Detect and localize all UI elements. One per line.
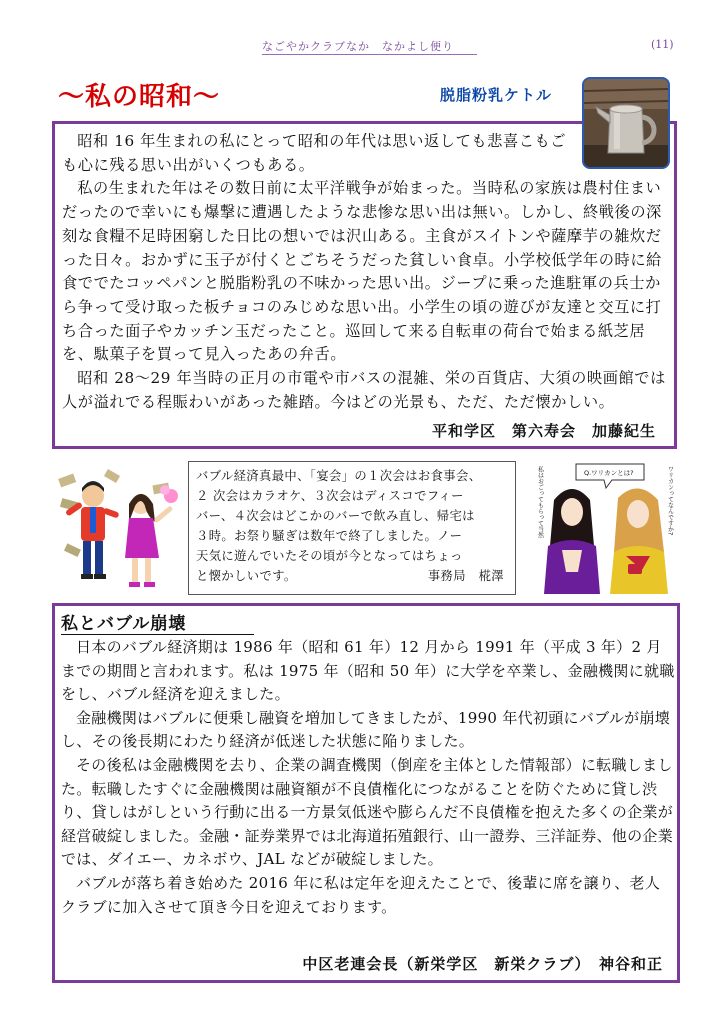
bubble-note-line: バブル経済真最中、「宴会」の１次会はお食事会、 bbox=[196, 469, 482, 483]
kettle-photo bbox=[582, 77, 670, 169]
bubble-note-box bbox=[188, 461, 516, 595]
essay-paragraph: その後私は金融機関を去り、企業の調査機関（倒産を主体とした情報部）に転職しました。転職したすぐに金融機関は融資額が不良債権化につながることを防ぐために貸し渋り、貸しはがしという行動に出る一方景気低迷や膨らんだ不良債権を抱えた多くの企業が経営破綻しました。金融・証券業界では北海道拓殖銀行、山一證券、三洋証券、他の企業では、ダイエー、カネボウ、JAL などが破綻しました。 bbox=[61, 755, 674, 869]
essay-box bbox=[52, 603, 680, 983]
bubble-note-line: と懐かしいです。 bbox=[196, 569, 297, 583]
bubble-note-line: ２ 次会はカラオケ、３次会はディスコでフィー bbox=[196, 489, 464, 503]
essay-paragraph: 金融機関はバブルに便乗し融資を増加してきましたが、1990 年代初頭にバブルが崩壊し、その後長期にわたり経済が低迷した状態に陥りました。 bbox=[61, 708, 671, 751]
memoir-signature: 平和学区 第六寿会 加藤紀生 bbox=[431, 422, 656, 440]
essay-paragraph: 日本のバブル経済期は 1986 年（昭和 61 年）12 月から 1991 年（平成 3 年）2 月までの期間と言われます。私は 1975 年（昭和 50 年）に大学を卒業し、金融機関に就職をし、バブル経済を迎えました。 bbox=[61, 638, 675, 704]
bubble-note-line: ３時。お祭り騒ぎは数年で終了しました。ノー bbox=[196, 529, 463, 543]
memoir-title: ～私の昭和～ bbox=[58, 82, 221, 112]
header-underline bbox=[262, 54, 477, 55]
manga-illustration bbox=[532, 460, 680, 598]
memoir-box bbox=[52, 121, 677, 449]
memoir-paragraph: 昭和 28～29 年当時の正月の市電や市バスの混雑、栄の百貨店、大須の映画館では人が溢れでる程賑わいがあった雑踏。今はどの光景も、ただ、ただ懐かしい。 bbox=[62, 369, 666, 411]
manga-side-text-left: 私はおごってもらって当然 bbox=[536, 466, 544, 538]
memoir-paragraph: 私の生まれた年はその数日前に太平洋戦争が始まった。当時私の家族は農村住まいだったので幸いにも爆撃に遭遇したような悲惨な思い出は無い。しかし、終戦後の深刻な食糧不足時困窮した日比の想いでは沢山ある。主食がスイトンや薩摩芋の雑炊だった日々。おかずに玉子が付くとごちそうだった貧しい食卓。小学校低学年の時に給食ででたコッペパンと脱脂粉乳の不味かった思い出。ジープに乗った進駐軍の兵士から争って受け取った板チョコのみじめな思い出。小学生の頃の遊びが友達と交互に打ち合った面子やカッチン玉だったこと。巡回して来る自転車の荷台で始まる紙芝居を、駄菓子を買って見入ったあの弁舌。 bbox=[62, 179, 662, 364]
bubble-note-line: バー、４次会はどこかのバーで飲み直し、帰宅は bbox=[196, 509, 475, 523]
page-header bbox=[0, 38, 724, 58]
party-illustration bbox=[55, 466, 180, 594]
memoir-paragraph: 昭和 16 年生まれの私にとって昭和の年代は思い返しても悲喜こもごも心に残る思い出がいくつもある。 bbox=[62, 132, 567, 174]
essay-body bbox=[61, 636, 675, 919]
page-number: (11) bbox=[651, 38, 674, 51]
bubble-note-last-row bbox=[196, 566, 508, 586]
bubble-note-signature: 事務局 椛澤 bbox=[427, 569, 504, 583]
essay-heading: 私とバブル崩壊 bbox=[61, 614, 187, 634]
newsletter-title: なごやかクラブなか なかよし便り bbox=[262, 40, 454, 53]
essay-heading-underline bbox=[61, 634, 254, 635]
essay-paragraph: バブルが落ち着き始めた 2016 年に私は定年を迎えたことで、後輩に席を譲り、老人クラブに加入させて頂き今日を迎えております。 bbox=[61, 873, 661, 916]
memoir-body bbox=[62, 130, 672, 414]
essay-signature: 中区老連会長（新栄学区 新栄クラブ） 神谷和正 bbox=[302, 955, 663, 973]
manga-speech-text: Q.ワリカンとは? bbox=[584, 469, 634, 477]
bubble-note-line: 天気に遊んでいたその頃が今となってはちょっ bbox=[196, 549, 463, 563]
photo-caption: 脱脂粉乳ケトル bbox=[440, 86, 553, 104]
manga-side-text-right: ワリカンってなんですか? bbox=[666, 466, 674, 536]
